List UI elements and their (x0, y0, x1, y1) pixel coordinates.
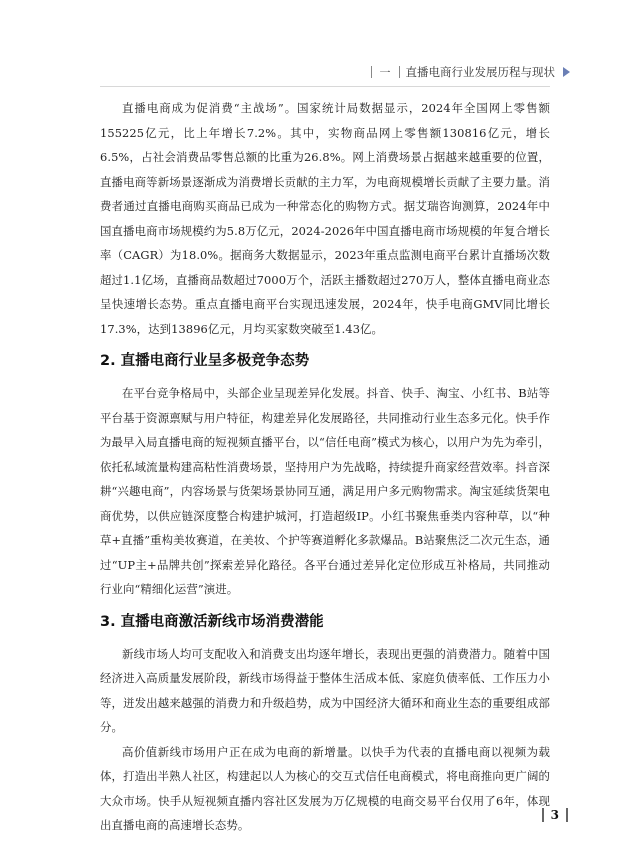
chapter-number: 一 (379, 66, 391, 79)
paragraph-platform-competition: 在平台竞争格局中，头部企业呈现差异化发展。抖音、快手、淘宝、小红书、B站等平台基于资源禀赋与用户特征，构建差异化发展路径，共同推动行业生态多元化。快手作为最早入局直播电商的短视频直播平台，以“信任电商”模式为核心，以用户为先为牵引，依托私域流量构建高粘性消费场景，坚持用户为先战略，持续提升商家经营效率。抖音深耕“兴趣电商”，内容场景与货架场景协同互通，满足用户多元购物需求。淘宝延续货架电商优势，以供应链深度整合构建护城河，打造超级IP。小红书聚焦垂类内容种草，以“种草+直播”重构美妆赛道，在美妆、个护等赛道孵化多款爆品。B站聚焦泛二次元生态，通过“UP主+品牌共创”探索差异化路径。各平台通过差异化定位形成互补格局，共同推动行业向“精细化运营”演进。 (100, 386, 550, 596)
triangle-right-icon (563, 67, 570, 77)
section-heading-new-markets: 3. 直播电商激活新线市场消费潜能 (100, 613, 324, 630)
section-heading-competition: 2. 直播电商行业呈多极竞争态势 (100, 353, 310, 369)
footer-divider (542, 808, 544, 822)
page-number: 3 (550, 808, 559, 822)
header-divider (399, 66, 400, 78)
chapter-title: 直播电商行业发展历程与现状 (405, 65, 555, 79)
footer-divider (566, 808, 568, 822)
body-content (100, 96, 550, 838)
paragraph-new-market-potential: 新线市场人均可支配收入和消费支出均逐年增长，表现出更强的消费潜力。随着中国经济进入高质量发展阶段，新线市场得益于整体生活成本低、家庭负债率低、工作压力小等，迸发出越来越强的消费力和升级趋势，成为中国经济大循环和商业生态的重要组成部分。 (100, 646, 550, 734)
page-footer (542, 808, 568, 822)
running-header (371, 64, 571, 80)
paragraph-new-market-users: 高价值新线市场用户正在成为电商的新增量。以快手为代表的直播电商以视频为载体，打造出半熟人社区，构建起以人为核心的交互式信任电商模式，将电商推向更广阔的大众市场。快手从短视频直播内容社区发展为万亿规模的电商交易平台仅用了6年，体现出直播电商的高速增长态势。 (100, 744, 550, 832)
paragraph-market-size: 直播电商成为促消费“主战场”。国家统计局数据显示，2024年全国网上零售额155225亿元，比上年增长7.2%。其中，实物商品网上零售额130816亿元，增长6.5%，占社会消费品零售总额的比重为26.8%。网上消费场景占据越来越重要的位置，直播电商等新场景逐渐成为消费增长贡献的主力军，为电商规模增长贡献了主要力量。消费者通过直播电商购买商品已成为一种常态化的购物方式。据艾瑞咨询测算，2024年中国直播电商市场规模约为5.8万亿元，2024-2026年中国直播电商市场规模的年复合增长率（CAGR）为18.0%。据商务大数据显示，2023年重点监测电商平台累计直播场次数超过1.1亿场，直播商品数超过7000万个，活跃主播数超过270万人，整体直播电商业态呈快速增长态势。重点直播电商平台实现迅速发展，2024年，快手电商GMV同比增长17.3%，达到13896亿元，月均买家数突破至1.43亿。 (100, 101, 550, 336)
header-divider (371, 66, 372, 78)
header-rule (100, 86, 550, 87)
